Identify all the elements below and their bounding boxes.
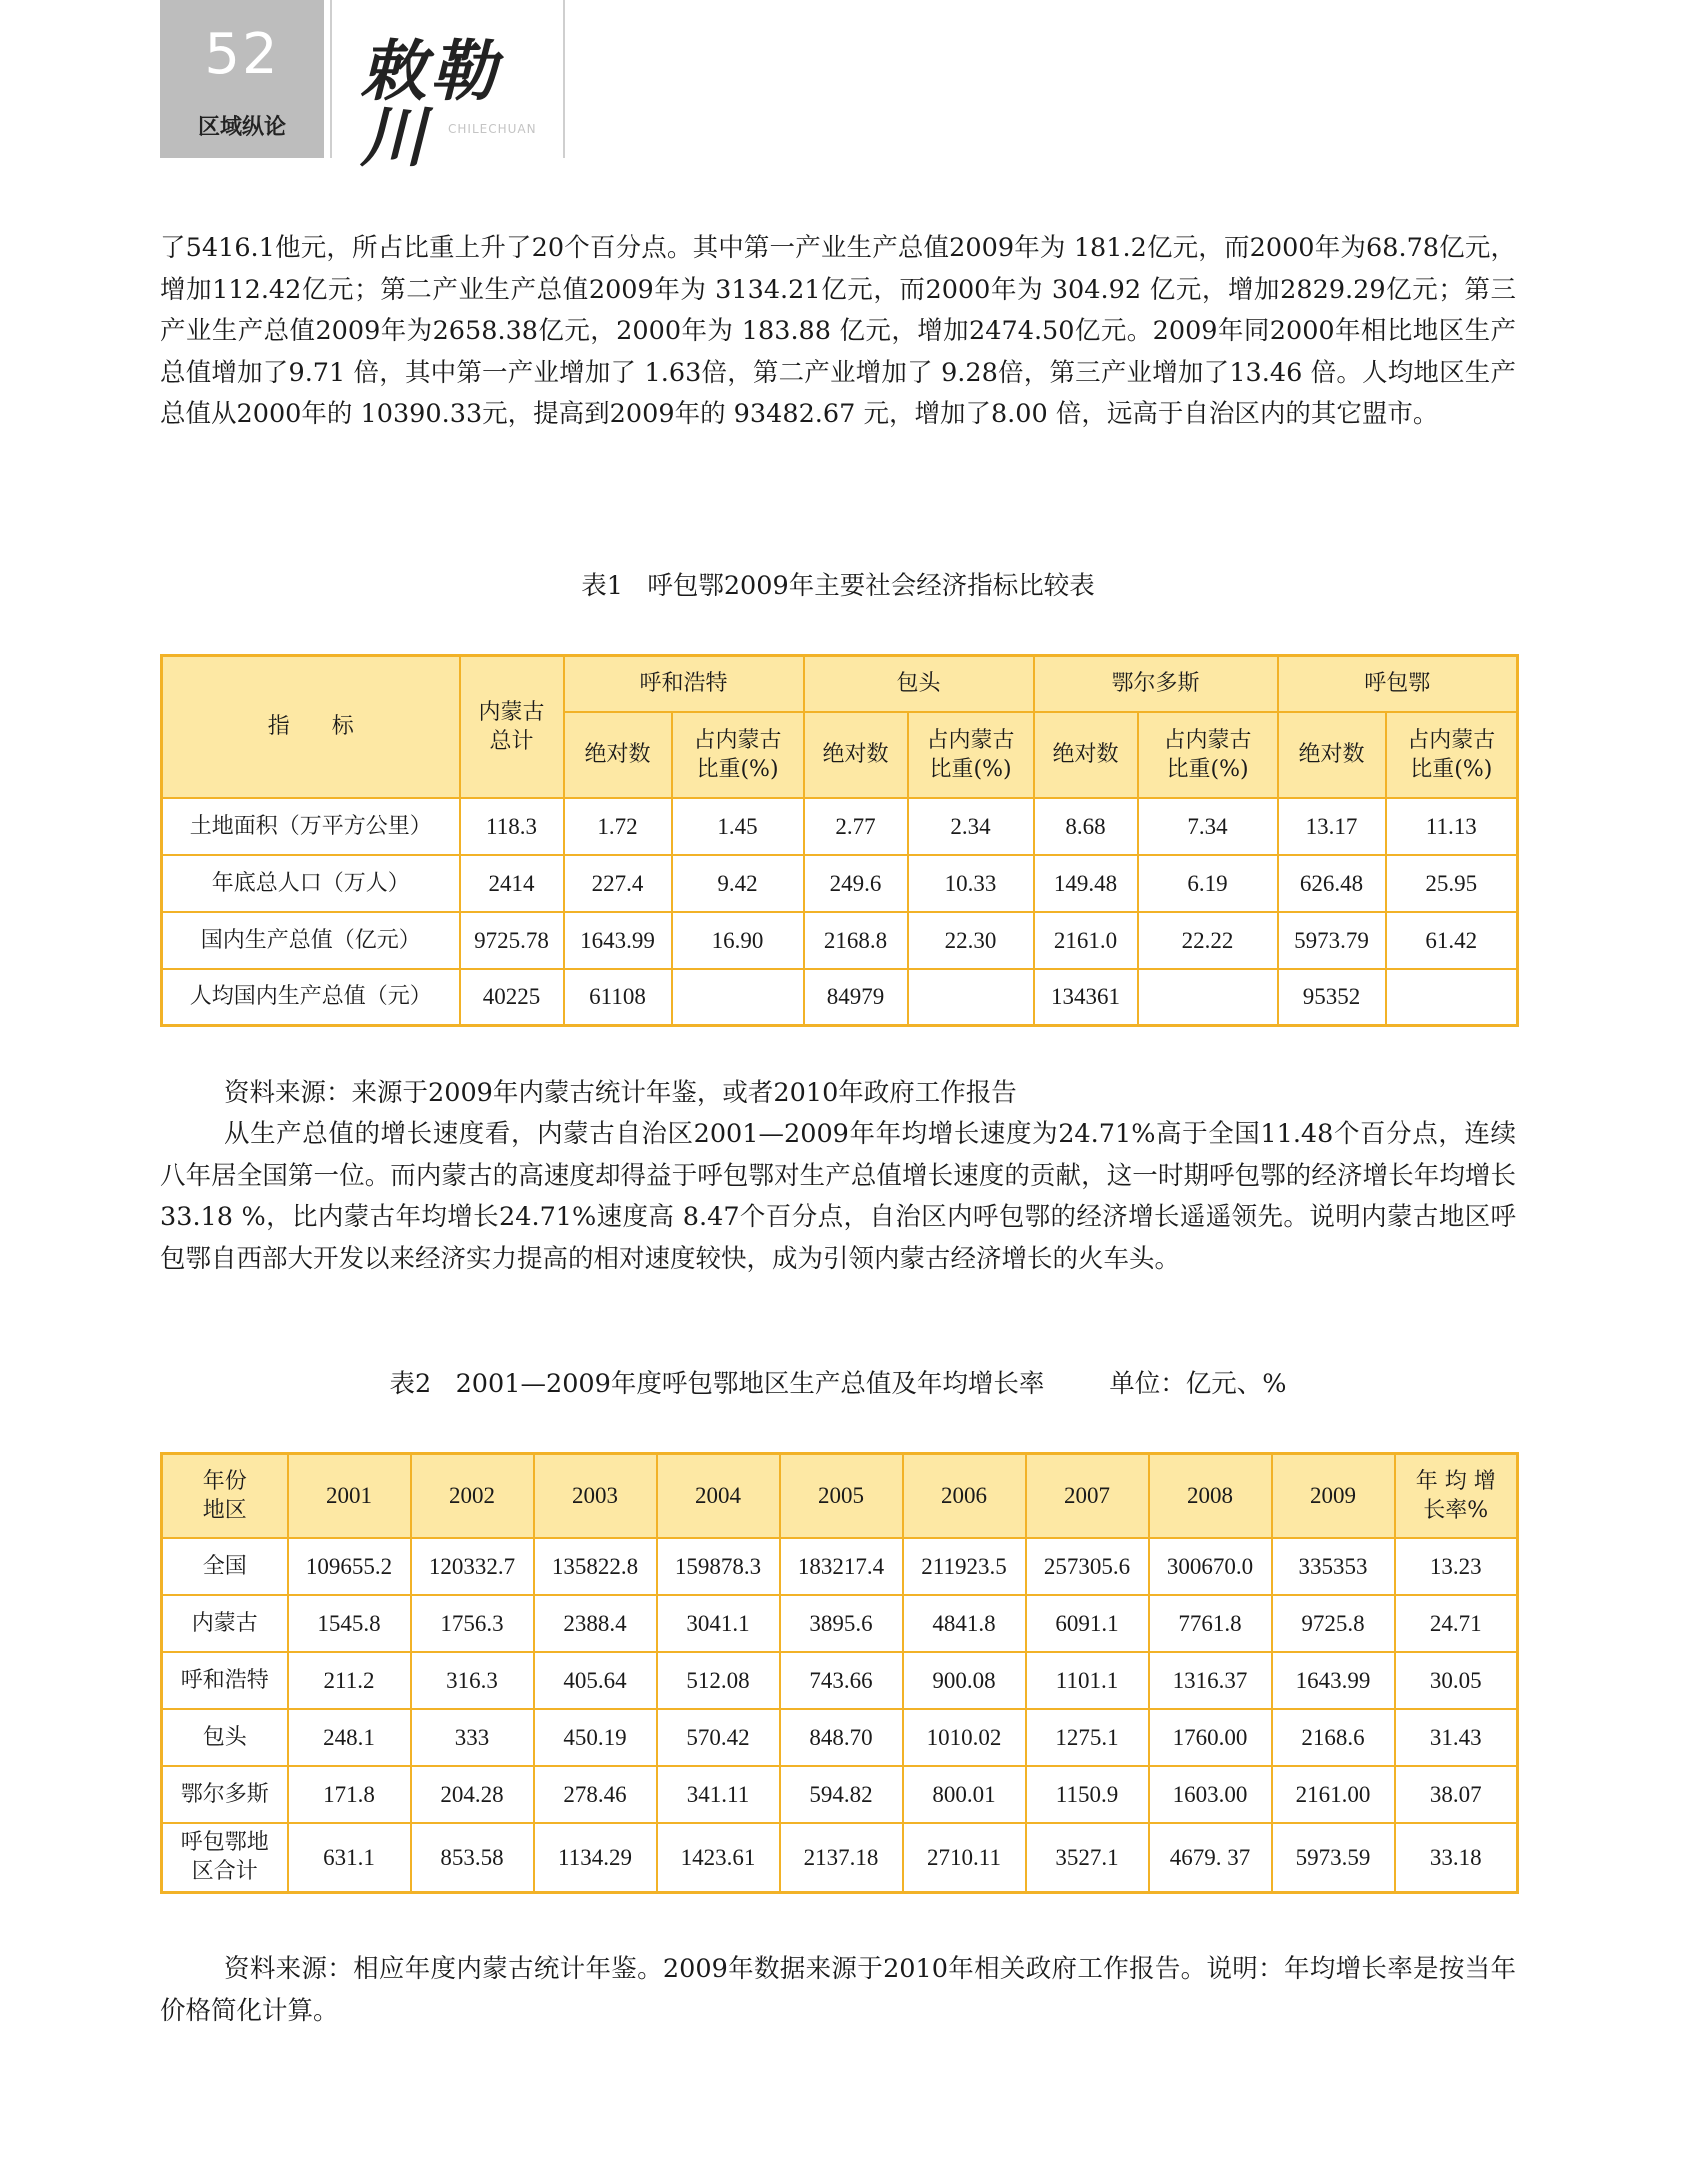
- table1-cell: 8.68: [1034, 798, 1138, 855]
- table2-cell: 13.23: [1395, 1538, 1518, 1595]
- table1-cell: 9725.78: [460, 912, 564, 969]
- table2-cell: 512.08: [657, 1652, 780, 1709]
- table1-row-label: 年底总人口（万人）: [162, 855, 460, 912]
- table1-group-header: 呼和浩特: [564, 656, 804, 712]
- table1-header-indicator: 指 标: [162, 656, 460, 798]
- table2-row: [162, 1595, 1518, 1652]
- table1-sub-header: 绝对数: [1278, 712, 1386, 798]
- table1-group-header: 呼包鄂: [1278, 656, 1518, 712]
- table2-cell: 2388.4: [534, 1595, 657, 1652]
- table2-year-header: 2009: [1272, 1454, 1395, 1538]
- table2-cell: 335353: [1272, 1538, 1395, 1595]
- table2-cell: 450.19: [534, 1709, 657, 1766]
- table1-cell: 227.4: [564, 855, 672, 912]
- table1-cell: [672, 969, 804, 1026]
- table1-sub-header: 占内蒙古 比重(%): [908, 712, 1034, 798]
- table2: [160, 1452, 1519, 1894]
- table2-cell: 1760.00: [1149, 1709, 1272, 1766]
- table2-cell: 120332.7: [411, 1538, 534, 1595]
- table2-cell: 183217.4: [780, 1538, 903, 1595]
- table1-sub-header: 绝对数: [1034, 712, 1138, 798]
- table2-cell: 1603.00: [1149, 1766, 1272, 1823]
- table1-cell: 16.90: [672, 912, 804, 969]
- table1-cell: 149.48: [1034, 855, 1138, 912]
- table1-cell: [1138, 969, 1278, 1026]
- table2-cell: 2710.11: [903, 1823, 1026, 1893]
- table1-cell: 626.48: [1278, 855, 1386, 912]
- table1-header-total: 内蒙古 总计: [460, 656, 564, 798]
- table2-year-header: 2006: [903, 1454, 1026, 1538]
- table2-row: [162, 1538, 1518, 1595]
- table2-row-label: 呼和浩特: [162, 1652, 288, 1709]
- table2-cell: 5973.59: [1272, 1823, 1395, 1893]
- table2-cell: 248.1: [288, 1709, 411, 1766]
- table1-row: [162, 855, 1518, 912]
- table2-cell: 4841.8: [903, 1595, 1026, 1652]
- table2-corner-header: 年份 地区: [162, 1454, 288, 1538]
- table2-cell: 405.64: [534, 1652, 657, 1709]
- table1-cell: 9.42: [672, 855, 804, 912]
- table2-cell: 4679. 37: [1149, 1823, 1272, 1893]
- table1-cell: 1.45: [672, 798, 804, 855]
- table2-cell: 211923.5: [903, 1538, 1026, 1595]
- table2-year-header: 2003: [534, 1454, 657, 1538]
- table2-cell: 848.70: [780, 1709, 903, 1766]
- table2-year-header: 2001: [288, 1454, 411, 1538]
- table2-row-label: 呼包鄂地 区合计: [162, 1823, 288, 1893]
- table2-row: [162, 1766, 1518, 1823]
- table2-cell: 1150.9: [1026, 1766, 1149, 1823]
- table2-cell: 1101.1: [1026, 1652, 1149, 1709]
- table2-cell: 38.07: [1395, 1766, 1518, 1823]
- table2-cell: 171.8: [288, 1766, 411, 1823]
- table1-cell: 22.22: [1138, 912, 1278, 969]
- table2-year-header: 2004: [657, 1454, 780, 1538]
- page-number: 52: [204, 22, 280, 87]
- table1-cell: 2414: [460, 855, 564, 912]
- table1-cell: [1386, 969, 1518, 1026]
- table2-year-header: 2005: [780, 1454, 903, 1538]
- table1-cell: 7.34: [1138, 798, 1278, 855]
- table2-cell: 109655.2: [288, 1538, 411, 1595]
- table1-caption: 表1 呼包鄂2009年主要社会经济指标比较表: [581, 571, 1095, 601]
- table2-cell: 1756.3: [411, 1595, 534, 1652]
- table1-cell: 95352: [1278, 969, 1386, 1026]
- table2-cell: 853.58: [411, 1823, 534, 1893]
- table1-cell: 61.42: [1386, 912, 1518, 969]
- source-note: 资料来源：相应年度内蒙古统计年鉴。2009年数据来源于2010年相关政府工作报告。说明：年均增长率是按当年价格简化计算。: [160, 1954, 1516, 2026]
- table2-row-label: 内蒙古: [162, 1595, 288, 1652]
- table2-cell: 570.42: [657, 1709, 780, 1766]
- table2-year-header: 2008: [1149, 1454, 1272, 1538]
- table2-cell: 3895.6: [780, 1595, 903, 1652]
- table2-cell: 2137.18: [780, 1823, 903, 1893]
- table1-cell: 134361: [1034, 969, 1138, 1026]
- table2-cell: 1316.37: [1149, 1652, 1272, 1709]
- magazine-logo: 敕勒川: [360, 32, 500, 176]
- table1-cell: 61108: [564, 969, 672, 1026]
- table1-sub-header: 绝对数: [564, 712, 672, 798]
- table2-cell: 7761.8: [1149, 1595, 1272, 1652]
- table2-cell: 2161.00: [1272, 1766, 1395, 1823]
- table2-cell: 30.05: [1395, 1652, 1518, 1709]
- table2-cell: 9725.8: [1272, 1595, 1395, 1652]
- table2-year-header: 2002: [411, 1454, 534, 1538]
- table2-rate-header: 年 均 增 长率%: [1395, 1454, 1518, 1538]
- table2-row-label: 全国: [162, 1538, 288, 1595]
- table2-row: [162, 1709, 1518, 1766]
- table2-cell: 300670.0: [1149, 1538, 1272, 1595]
- table2-row: [162, 1652, 1518, 1709]
- table2-cell: 1423.61: [657, 1823, 780, 1893]
- table2-row: [162, 1823, 1518, 1893]
- table1-sub-header: 占内蒙古 比重(%): [1386, 712, 1518, 798]
- header-divider: [563, 0, 565, 158]
- table2-cell: 31.43: [1395, 1709, 1518, 1766]
- table1-sub-header: 绝对数: [804, 712, 908, 798]
- table2-cell: 211.2: [288, 1652, 411, 1709]
- table2-cell: 33.18: [1395, 1823, 1518, 1893]
- table2-cell: 135822.8: [534, 1538, 657, 1595]
- table1-cell: 2161.0: [1034, 912, 1138, 969]
- table2-cell: 257305.6: [1026, 1538, 1149, 1595]
- body-paragraph: 了5416.1他元，所占比重上升了20个百分点。其中第一产业生产总值2009年为 181.2亿元，而2000年为68.78亿元，增加112.42亿元；第二产业生产总值2009年为 3134.21亿元，而2000年为 304.92 亿元，增加2829.29亿元；第三产业生产总值2009年为2658.38亿元，2000年为 183.88 亿元，增加2474.50亿元。2009年同2000年相比地区生产总值增加了9.71 倍，其中第一产业增加了 1.63倍，第二产业增加了 9.28倍，第三产业增加了13.46 倍。人均地区生产总值从2000年的 10390.33元，提高到2009年的 93482.67 元，增加了8.00 倍，远高于自治区内的其它盟市。: [160, 233, 1516, 429]
- table1-group-header: 鄂尔多斯: [1034, 656, 1278, 712]
- table1-cell: 1643.99: [564, 912, 672, 969]
- table1-cell: 40225: [460, 969, 564, 1026]
- table1-cell: 2.77: [804, 798, 908, 855]
- table2-cell: 594.82: [780, 1766, 903, 1823]
- table1-cell: 84979: [804, 969, 908, 1026]
- table1-cell: 5973.79: [1278, 912, 1386, 969]
- table2-year-header: 2007: [1026, 1454, 1149, 1538]
- table2-cell: 3041.1: [657, 1595, 780, 1652]
- table2-cell: 743.66: [780, 1652, 903, 1709]
- header-divider: [330, 0, 332, 158]
- section-label: 区域纵论: [197, 115, 286, 140]
- table2-cell: 800.01: [903, 1766, 1026, 1823]
- table2-cell: 1643.99: [1272, 1652, 1395, 1709]
- table2-caption: 表2 2001—2009年度呼包鄂地区生产总值及年均增长率 单位：亿元、%: [389, 1369, 1287, 1399]
- table1-row: [162, 969, 1518, 1026]
- table2-cell: 341.11: [657, 1766, 780, 1823]
- table2-cell: 1545.8: [288, 1595, 411, 1652]
- table2-cell: 2168.6: [1272, 1709, 1395, 1766]
- body-paragraph: 从生产总值的增长速度看，内蒙古自治区2001—2009年年均增长速度为24.71%高于全国11.48个百分点，连续八年居全国第一位。而内蒙古的高速度却得益于呼包鄂对生产总值增长速度的贡献，这一时期呼包鄂的经济增长年均增长33.18 %，比内蒙古年均增长24.71%速度高 8.47个百分点，自治区内呼包鄂的经济增长遥遥领先。说明内蒙古地区呼包鄂自西部大开发以来经济实力提高的相对速度较快，成为引领内蒙古经济增长的火车头。: [160, 1119, 1516, 1274]
- table1-cell: 25.95: [1386, 855, 1518, 912]
- table2-cell: 3527.1: [1026, 1823, 1149, 1893]
- table1-group-header: 包头: [804, 656, 1034, 712]
- table1-cell: 11.13: [1386, 798, 1518, 855]
- table1-cell: 13.17: [1278, 798, 1386, 855]
- table1: [160, 654, 1519, 1027]
- table2-cell: 900.08: [903, 1652, 1026, 1709]
- table1-cell: [908, 969, 1034, 1026]
- table1-row-label: 土地面积（万平方公里）: [162, 798, 460, 855]
- table1-row: [162, 798, 1518, 855]
- table2-row-label: 鄂尔多斯: [162, 1766, 288, 1823]
- magazine-logo-subtext: CHILECHUAN: [448, 122, 537, 136]
- table1-row: [162, 912, 1518, 969]
- table1-cell: 249.6: [804, 855, 908, 912]
- table2-cell: 6091.1: [1026, 1595, 1149, 1652]
- table2-cell: 204.28: [411, 1766, 534, 1823]
- table1-cell: 22.30: [908, 912, 1034, 969]
- source-note: 资料来源：来源于2009年内蒙古统计年鉴，或者2010年政府工作报告: [224, 1078, 1017, 1108]
- table2-cell: 316.3: [411, 1652, 534, 1709]
- table1-row-label: 国内生产总值（亿元）: [162, 912, 460, 969]
- table2-cell: 333: [411, 1709, 534, 1766]
- table1-sub-header: 占内蒙古 比重(%): [672, 712, 804, 798]
- table2-row-label: 包头: [162, 1709, 288, 1766]
- page-header-block: [160, 0, 324, 158]
- table2-cell: 631.1: [288, 1823, 411, 1893]
- table2-cell: 159878.3: [657, 1538, 780, 1595]
- table2-cell: 1134.29: [534, 1823, 657, 1893]
- table2-cell: 1275.1: [1026, 1709, 1149, 1766]
- table1-cell: 2168.8: [804, 912, 908, 969]
- table1-cell: 2.34: [908, 798, 1034, 855]
- table2-cell: 278.46: [534, 1766, 657, 1823]
- table1-cell: 10.33: [908, 855, 1034, 912]
- table2-cell: 1010.02: [903, 1709, 1026, 1766]
- table1-cell: 1.72: [564, 798, 672, 855]
- table1-cell: 6.19: [1138, 855, 1278, 912]
- table2-cell: 24.71: [1395, 1595, 1518, 1652]
- table1-row-label: 人均国内生产总值（元）: [162, 969, 460, 1026]
- table1-sub-header: 占内蒙古 比重(%): [1138, 712, 1278, 798]
- table1-cell: 118.3: [460, 798, 564, 855]
